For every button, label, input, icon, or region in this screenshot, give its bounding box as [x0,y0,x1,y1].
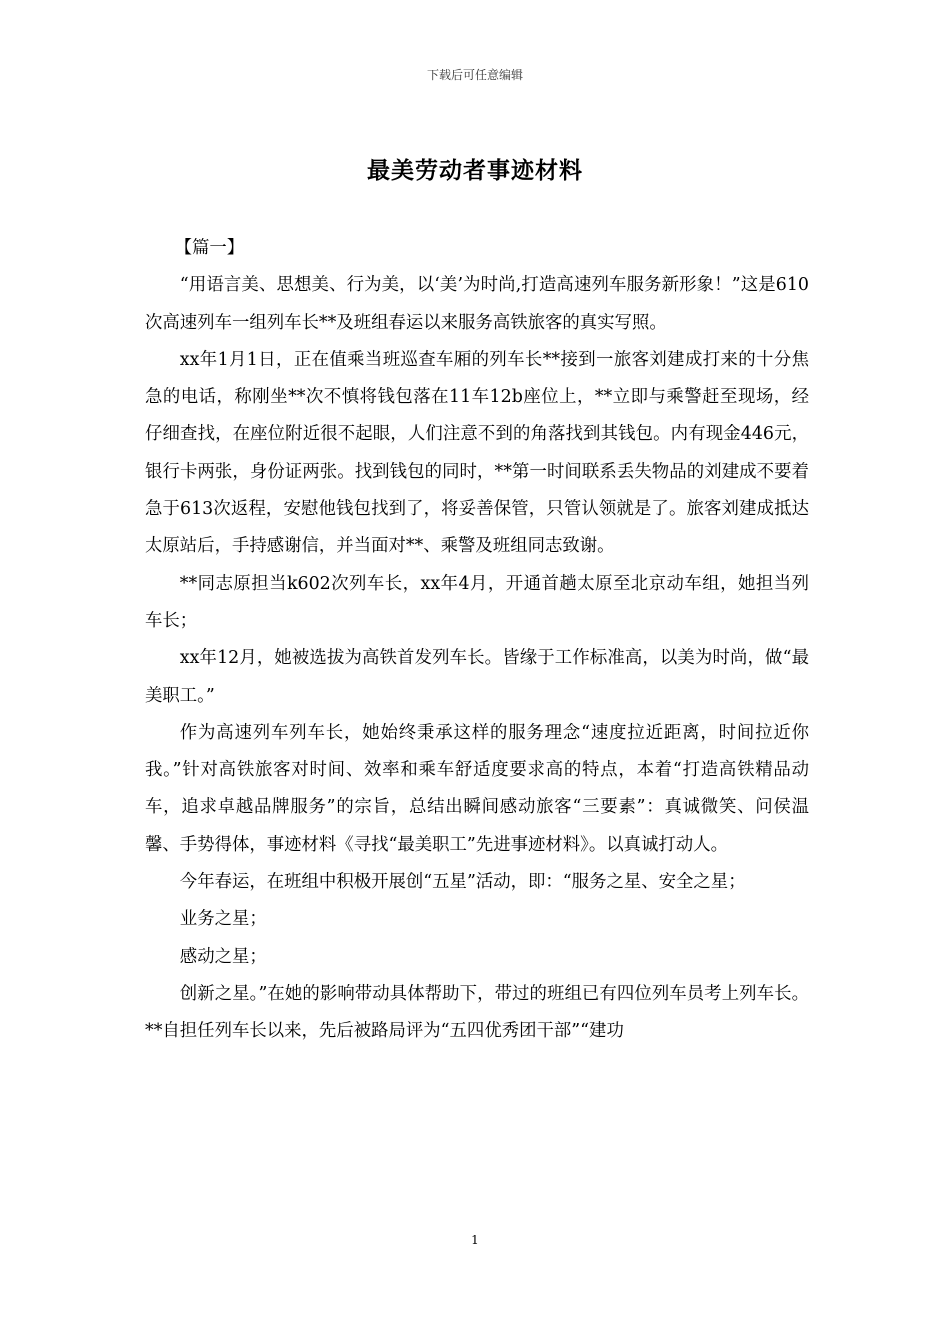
page-number: 1 [471,1233,479,1247]
paragraph: 创新之星。”在她的影响带动具体帮助下，带过的班组已有四位列车员考上列车长。**自担任列车长以来，先后被路局评为“五四优秀团干部”“建功 [145,983,809,1042]
paragraph: 作为高速列车列车长，她始终秉承这样的服务理念“速度拉近距离，时间拉近你我。”针对高铁旅客对时间、效率和乘车舒适度要求高的特点，本着“打造高铁精品动车，追求卓越品牌服务”的宗旨，总结出瞬间感动旅客“三要素”：真诚微笑、问侯温馨、手势得体，事迹材料《寻找“最美职工”先进事迹材料》。以真诚打动人。 [145,722,809,855]
paragraph: xx年1月1日，正在值乘当班巡查车厢的列车长**接到一旅客刘建成打来的十分焦急的电话，称刚坐**次不慎将钱包落在11车12b座位上，**立即与乘警赶至现场，经仔细查找，在座位附近很不起眼，人们注意不到的角落找到其钱包。内有现金446元，银行卡两张，身份证两张。找到钱包的同时，**第一时间联系丢失物品的刘建成不要着急于613次返程，安慰他钱包找到了，将妥善保管，只管认领就是了。旅客刘建成抵达太原站后，手持感谢信，并当面对**、乘警及班组同志致谢。 [145,349,809,557]
section-label: 【篇一】 [174,238,245,258]
paragraph: “用语言美、思想美、行为美，以‘美’为时尚,打造高速列车服务新形象！”这是610次高速列车一组列车长**及班组春运以来服务高铁旅客的真实写照。 [145,275,809,333]
paragraph: 今年春运，在班组中积极开展创“五星”活动，即：“服务之星、安全之星； [179,872,746,893]
paragraph: **同志原担当k602次列车长，xx年4月，开通首趟太原至北京动车组，她担当列车长； [145,573,809,631]
document-body [145,230,809,1051]
header-note: 下载后可任意编辑 [426,68,523,82]
paragraph: xx年12月，她被选拔为高铁首发列车长。皆缘于工作标准高，以美为时尚，做“最美职工。” [145,648,809,706]
paragraph: 感动之星； [179,946,267,967]
paragraph: 业务之星； [179,909,267,930]
document-title: 最美劳动者事迹材料 [367,157,583,184]
